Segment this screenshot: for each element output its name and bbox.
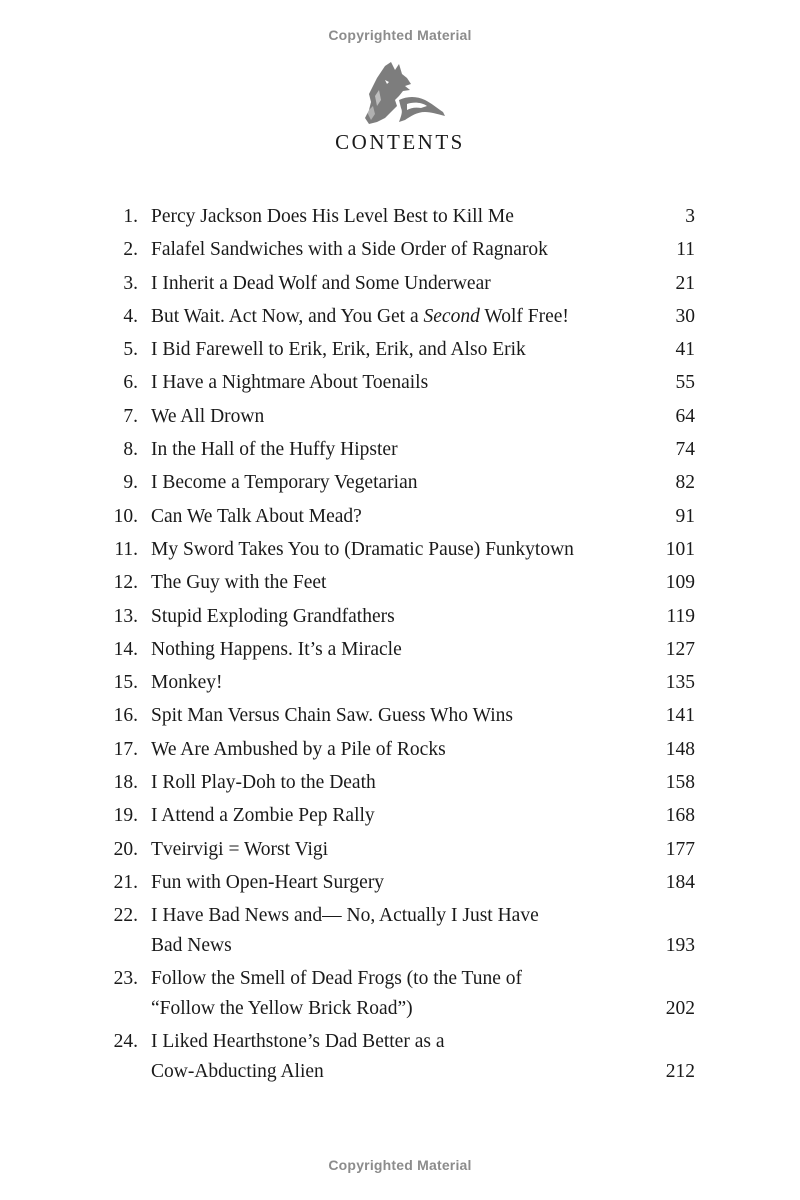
page-number: 177 (665, 838, 695, 860)
chapter-title: My Sword Takes You to (Dramatic Pause) Funkytown (151, 538, 574, 560)
chapter-number: 6. (123, 372, 138, 394)
toc-entry[interactable] (105, 668, 695, 701)
toc-entry[interactable] (105, 801, 695, 834)
toc-entry[interactable] (105, 868, 695, 901)
copyright-watermark-bottom: Copyrighted Material (328, 1157, 472, 1173)
toc-entry[interactable] (105, 335, 695, 368)
chapter-title-line: Follow the Smell of Dead Frogs (to the Tune of (151, 968, 523, 990)
page-number: 55 (675, 372, 695, 394)
chapter-number: 7. (123, 405, 138, 427)
page-number: 141 (665, 705, 695, 727)
chapter-title: Monkey! (151, 672, 223, 694)
toc-entry[interactable] (105, 602, 695, 635)
page-number: 41 (675, 339, 695, 361)
chapter-title: We All Drown (151, 405, 265, 427)
chapter-title: Can We Talk About Mead? (151, 505, 362, 527)
chapter-title-part: Wolf Free! (479, 305, 569, 327)
chapter-title-line: Cow-Abducting Alien (151, 1061, 324, 1083)
chapter-number: 14. (113, 638, 138, 660)
page-number: 3 (685, 206, 695, 227)
page-number: 11 (676, 239, 695, 261)
chapter-title: We Are Ambushed by a Pile of Rocks (151, 738, 446, 760)
chapter-title: I Have a Nightmare About Toenails (151, 372, 429, 394)
chapter-number: 10. (113, 505, 138, 527)
page-number: 101 (665, 538, 695, 560)
chapter-number: 8. (123, 439, 138, 461)
chapter-title: Falafel Sandwiches with a Side Order of Ragnarok (151, 239, 548, 261)
toc-entry[interactable] (105, 302, 695, 335)
page-number: 168 (665, 805, 695, 827)
toc-entry[interactable] (105, 502, 695, 535)
chapter-title: I Attend a Zombie Pep Rally (151, 805, 375, 827)
page-number: 64 (675, 405, 695, 427)
toc-entry[interactable] (105, 701, 695, 734)
chapter-title: I Roll Play-Doh to the Death (151, 772, 376, 794)
toc-entry[interactable] (105, 635, 695, 668)
chapter-number: 20. (113, 838, 138, 860)
chapter-number: 12. (113, 572, 138, 594)
toc-entry[interactable] (105, 269, 695, 302)
toc-entry[interactable] (105, 735, 695, 768)
toc-entry[interactable] (105, 768, 695, 801)
chapter-number: 11. (114, 538, 138, 560)
chapter-number: 21. (113, 871, 138, 893)
chapter-title: Nothing Happens. It’s a Miracle (151, 638, 402, 660)
page-number: 193 (665, 935, 695, 957)
page-number: 212 (665, 1061, 695, 1083)
page-number: 30 (675, 305, 695, 327)
page-number: 91 (675, 505, 695, 527)
page-number: 109 (665, 572, 695, 594)
page-number: 119 (666, 605, 695, 627)
chapter-number: 9. (123, 472, 138, 494)
chapter-title-line: I Have Bad News and— No, Actually I Just Have (151, 905, 539, 927)
table-of-contents (105, 202, 695, 1091)
toc-entry[interactable] (105, 468, 695, 501)
copyright-watermark-top: Copyrighted Material (328, 27, 472, 43)
chapter-title: The Guy with the Feet (151, 572, 327, 594)
chapter-title: In the Hall of the Huffy Hipster (151, 439, 398, 461)
toc-entry[interactable] (105, 402, 695, 435)
chapter-title (138, 302, 651, 332)
toc-entry[interactable] (105, 235, 695, 268)
chapter-number: 2. (123, 239, 138, 261)
chapter-number: 22. (113, 905, 138, 927)
chapter-title: I Bid Farewell to Erik, Erik, Erik, and Also Erik (151, 339, 526, 361)
page-title: CONTENTS (335, 130, 465, 154)
page-number: 184 (665, 871, 695, 893)
chapter-title: Stupid Exploding Grandfathers (151, 605, 395, 627)
chapter-number: 15. (113, 672, 138, 694)
toc-entry[interactable] (105, 901, 695, 964)
wolf-head-icon (355, 60, 447, 126)
chapter-number: 16. (113, 705, 138, 727)
chapter-title-italic: Second (423, 305, 480, 327)
toc-entry[interactable] (105, 202, 695, 235)
toc-entry[interactable] (105, 1027, 695, 1090)
chapter-title-part: But Wait. Act Now, and You Get a (151, 305, 424, 327)
page-number: 21 (675, 272, 695, 294)
chapter-number: 13. (113, 605, 138, 627)
chapter-title-line: “Follow the Yellow Brick Road”) (151, 998, 413, 1020)
page-number: 202 (665, 998, 695, 1020)
chapter-title: Fun with Open-Heart Surgery (151, 871, 385, 893)
toc-entry[interactable] (105, 535, 695, 568)
toc-entry[interactable] (105, 368, 695, 401)
chapter-number: 18. (113, 772, 138, 794)
toc-entry[interactable] (105, 435, 695, 468)
chapter-title (138, 901, 651, 961)
chapter-number: 24. (113, 1031, 138, 1053)
chapter-number: 4. (123, 305, 138, 327)
chapter-number: 19. (113, 805, 138, 827)
chapter-title-line: Bad News (151, 935, 232, 957)
page-number: 82 (675, 472, 695, 494)
chapter-title: Percy Jackson Does His Level Best to Kill Me (151, 206, 514, 227)
chapter-title: Spit Man Versus Chain Saw. Guess Who Wins (151, 705, 513, 727)
page-number: 135 (665, 672, 695, 694)
toc-entry[interactable] (105, 964, 695, 1027)
toc-entry[interactable] (105, 568, 695, 601)
chapter-number: 23. (113, 968, 138, 990)
chapter-title (138, 964, 651, 1024)
chapter-title (138, 1027, 651, 1087)
chapter-title: I Become a Temporary Vegetarian (151, 472, 418, 494)
chapter-number: 5. (123, 339, 138, 361)
toc-entry[interactable] (105, 835, 695, 868)
page-number: 74 (675, 439, 695, 461)
chapter-title: I Inherit a Dead Wolf and Some Underwear (151, 272, 491, 294)
page-number: 148 (665, 738, 695, 760)
chapter-title-line: I Liked Hearthstone’s Dad Better as a (151, 1031, 445, 1053)
chapter-number: 17. (113, 738, 138, 760)
chapter-number: 3. (123, 272, 138, 294)
chapter-title: Tveirvigi = Worst Vigi (151, 838, 329, 860)
chapter-number: 1. (123, 206, 138, 227)
page-number: 158 (665, 772, 695, 794)
page-number: 127 (665, 638, 695, 660)
